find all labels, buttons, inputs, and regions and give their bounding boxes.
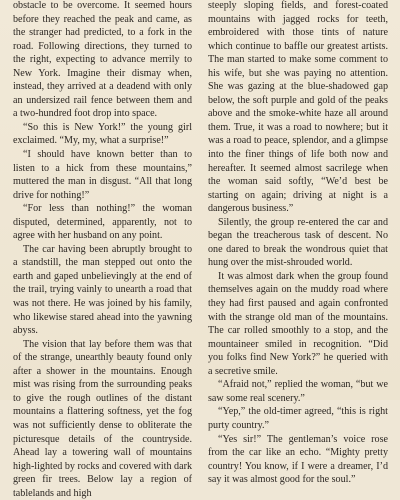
paragraph: “Yep,” the old-timer agreed, “this is right purty country.”	[208, 406, 388, 431]
paragraph: The car having been abruptly brought to a standstill, the man stepped out onto the earth and gaped unbelievingly at the end of the trail, trying vainly to unearth a road that was not there. He was joined by his family, who likewise stared ahead into the yawning abyss.	[13, 243, 192, 337]
paragraph: Silently, the group re-entered the car and began the treacherous task of descent. No one dared to break the wondrous quiet that hung over the mist-shrouded world.	[208, 216, 388, 269]
paragraph: The vision that lay before them was that of the strange, unearthly beauty found only after a shower in the mountains. Enough mist was rising from the surrounding peaks to give the rough outlines of the distant mountains a flattering softness, yet the fog was not sufficiently dense to obliterate the picturesque details of the countryside. Ahead lay a towering wall of mountains high-lighted by rocks and covered with dark green fir trees. Below lay a region of tablelands and high	[13, 338, 192, 499]
left-column	[13, 0, 192, 500]
paragraph: It was almost dark when the group found themselves again on the muddy road where they had first paused and again confronted with the strange old man of the mountains. The car rolled smoothly to a stop, and the mountaineer smiled in recognition. “Did you folks find New York?” he queried with a secretive smile.	[208, 270, 388, 377]
paragraph: steeply sloping fields, and forest-coated mountains with jagged rocks for teeth, embroidered with those tints of nature which continue to baffle our greatest artists. The man started to make some comment to his wife, but she was paying no attention. She was gazing at the blue-shadowed gap below, the soft purple and gold of the peaks above and the smoke-white haze all around them. True, it was a road to nowhere; but it was a road to peace, splendor, and a glimpse into the finer things of life both now and hereafter. It seemed almost sacrilege when the woman said softly, “We’d best be starting on again; driving at night is a dangerous business.”	[208, 0, 388, 215]
paragraph: “Afraid not,” replied the woman, “but we saw some real scenery.”	[208, 379, 388, 404]
paragraph: “So this is New York!” the young girl exclaimed. “My, my, what a surprise!”	[13, 121, 192, 147]
paragraph: obstacle to be overcome. It seemed hours before they reached the peak and came, as the stranger had predicted, to a fork in the road. Following directions, they turned to the right, expecting to advance merrily to New York. Imagine their dismay when, instead, they arrived at a deadend with only an undersized rail fence between them and a two-hundred foot drop into space.	[13, 0, 192, 120]
paragraph: “I should have known better than to listen to a hick from these mountains,” muttered the man in disgust. “All that long drive for nothing!”	[13, 149, 192, 201]
paragraph: “For less than nothing!” the woman disputed, determined, apparently, not to agree with her husband on any point.	[13, 203, 192, 242]
paragraph: “Yes sir!” The gentleman’s voice rose from the car like an echo. “Mighty pretty country! You know, if I were a dreamer, I’d say it was almost good for the soul.”	[208, 433, 388, 486]
right-column	[208, 0, 388, 487]
